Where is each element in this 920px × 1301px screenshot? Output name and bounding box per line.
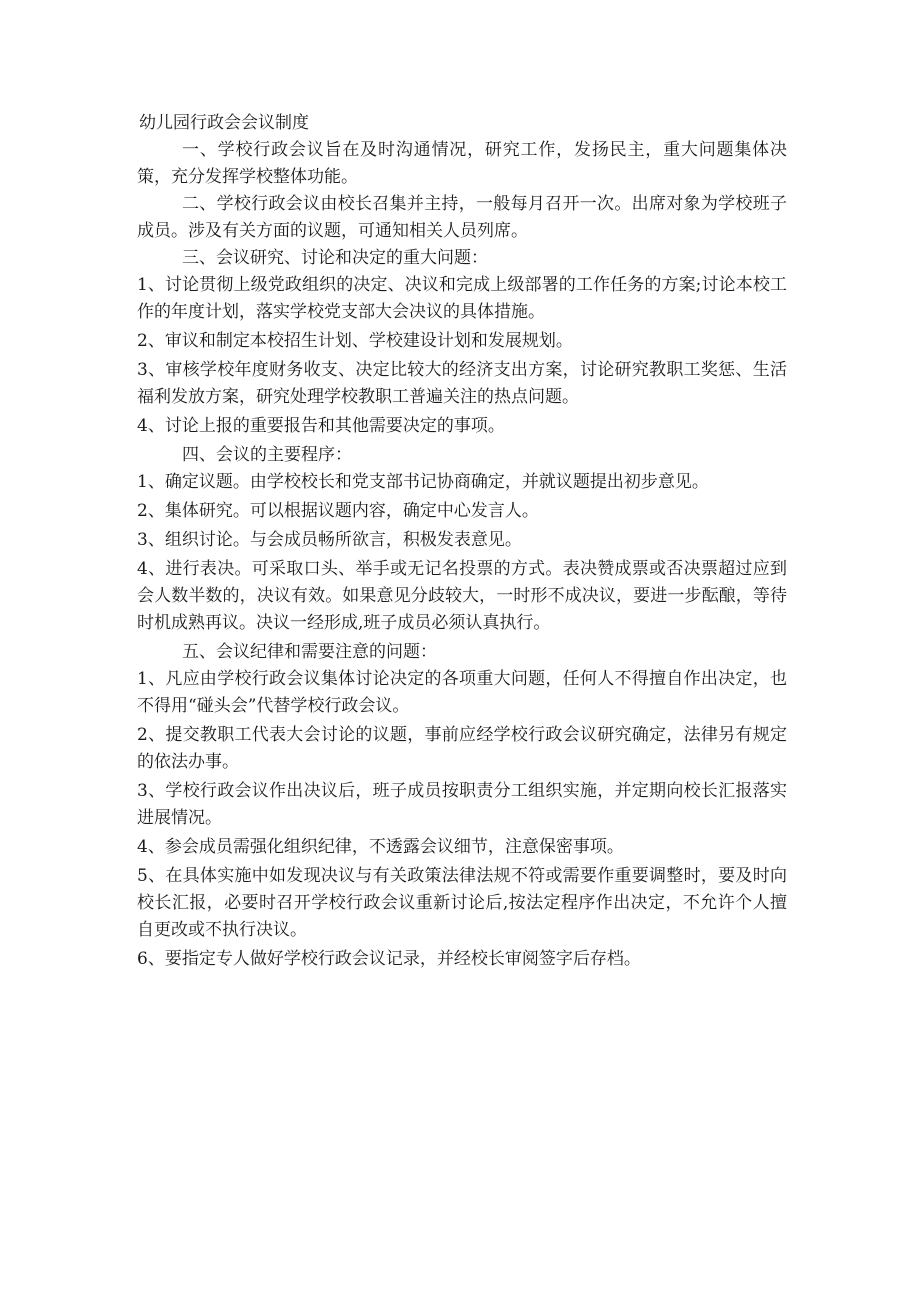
section-5-item-2: 2、提交教职工代表大会讨论的议题，事前应经学校行政会议研究确定，法律另有规定的依法办事。 bbox=[137, 725, 787, 772]
section-3-item-1: 1、讨论贯彻上级党政组织的决定、决议和完成上级部署的工作任务的方案;讨论本校工作的年度计划，落实学校党支部大会决议的具体措施。 bbox=[137, 275, 787, 322]
section-4-item-3: 3、组织讨论。与会成员畅所欲言，积极发表意见。 bbox=[137, 530, 522, 550]
section-3-heading: 三、会议研究、讨论和决定的重大问题： bbox=[182, 248, 488, 268]
section-4-item-1: 1、确定议题。由学校校长和党支部书记协商确定，并就议题提出初步意见。 bbox=[137, 472, 709, 492]
section-3-item-4: 4、讨论上报的重要报告和其他需要决定的事项。 bbox=[137, 416, 505, 436]
document-title: 幼儿园行政会会议制度 bbox=[139, 113, 309, 133]
section-5-item-4: 4、参会成员需强化组织纪律，不透露会议细节，注意保密事项。 bbox=[137, 837, 624, 857]
section-5-item-6: 6、要指定专人做好学校行政会议记录，并经校长审阅签字后存档。 bbox=[137, 949, 641, 969]
section-5-item-1: 1、凡应由学校行政会议集体讨论决定的各项重大问题，任何人不得擅自作出决定，也不得用“碰头会”代替学校行政会议。 bbox=[137, 669, 787, 716]
section-3-item-3: 3、审核学校年度财务收支、决定比较大的经济支出方案，讨论研究教职工奖惩、生活福利发放方案，研究处理学校教职工普遍关注的热点问题。 bbox=[137, 360, 787, 407]
paragraph-2: 二、学校行政会议由校长召集并主持，一般每月召开一次。出席对象为学校班子成员。涉及有关方面的议题，可通知相关人员列席。 bbox=[137, 194, 787, 241]
section-4-item-4: 4、进行表决。可采取口头、举手或无记名投票的方式。表决赞成票或否决票超过应到会人数半数的，决议有效。如果意见分歧较大，一时形不成决议，要进一步酝酿，等待时机成熟再议。决议一经形成,班子成员必须认真执行。 bbox=[137, 559, 787, 633]
section-5-heading: 五、会议纪律和需要注意的问题： bbox=[182, 642, 437, 662]
document-body bbox=[137, 110, 787, 975]
section-4-item-2: 2、集体研究。可以根据议题内容，确定中心发言人。 bbox=[137, 501, 539, 521]
section-4-heading: 四、会议的主要程序： bbox=[182, 445, 352, 465]
section-3-item-2: 2、审议和制定本校招生计划、学校建设计划和发展规划。 bbox=[137, 331, 573, 351]
paragraph-1: 一、学校行政会议旨在及时沟通情况，研究工作，发扬民主，重大问题集体决策，充分发挥学校整体功能。 bbox=[137, 140, 787, 187]
section-5-item-3: 3、学校行政会议作出决议后，班子成员按职责分工组织实施，并定期向校长汇报落实进展情况。 bbox=[137, 781, 787, 828]
section-5-item-5: 5、在具体实施中如发现决议与有关政策法律法规不符或需要作重要调整时，要及时向校长汇报，必要时召开学校行政会议重新讨论后,按法定程序作出决定，不允许个人擅自更改或不执行决议。 bbox=[137, 866, 787, 940]
